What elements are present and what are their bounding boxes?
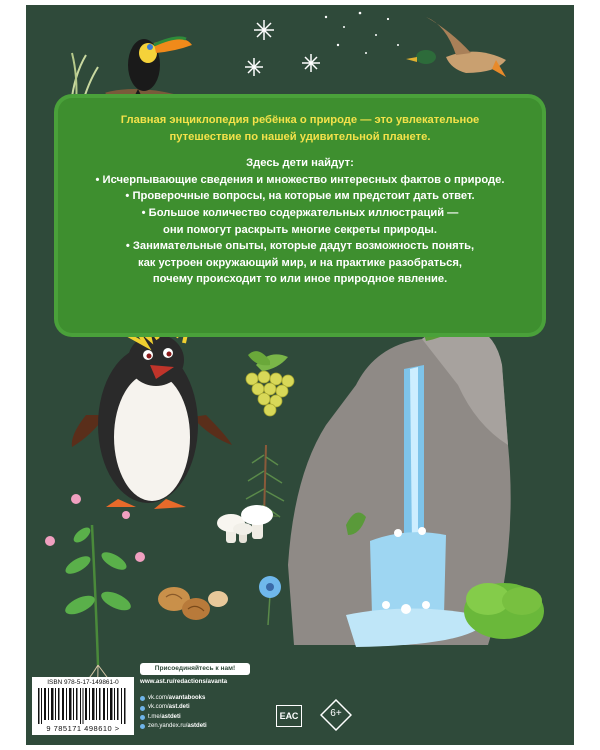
barcode-digits: 9 785171 498610 >	[46, 724, 120, 733]
cornflower-icon	[259, 576, 281, 625]
intro-line: путешествие по нашей удивительной планете.	[169, 130, 431, 143]
bullet-line: • Проверочные вопросы, на которые им предстоит дать ответ.	[125, 190, 475, 203]
social-link-row[interactable]	[140, 703, 207, 712]
bullet-item	[58, 238, 542, 288]
social-link-row[interactable]	[140, 694, 207, 703]
bullet-line: они помогут раскрыть многие секреты природы.	[163, 223, 437, 236]
description-text	[58, 112, 542, 288]
isbn-number: ISBN 978-5-17-149861-0	[47, 679, 119, 686]
flowering-plant-icon	[45, 494, 145, 701]
social-links	[140, 694, 207, 732]
duck-icon	[406, 17, 506, 77]
book-back-cover	[26, 5, 574, 745]
snowflake-icon	[245, 20, 320, 76]
telegram-icon	[140, 715, 145, 720]
bullet-line: как устроен окружающий мир, и на практике разобраться,	[137, 256, 463, 269]
vk-icon	[140, 706, 145, 711]
social-link-name: avantabooks	[168, 695, 206, 701]
bullet-item	[58, 172, 542, 189]
barcode-icon	[38, 688, 128, 724]
vk-icon	[140, 696, 145, 701]
age-rating-badge	[320, 699, 352, 731]
social-link-prefix: t.me/	[148, 713, 162, 720]
bullet-line: • Занимательные опыты, которые дадут возможность понять,	[125, 240, 475, 253]
bullet-line: • Большое количество содержательных иллюстраций —	[141, 206, 459, 219]
social-link-prefix: vk.com/	[148, 704, 169, 711]
bullet-line: почему происходит то или иное природное явление.	[152, 273, 448, 286]
grapes-icon	[246, 351, 294, 416]
eac-mark: ЕАС	[276, 705, 302, 727]
penguin-icon	[72, 321, 232, 509]
bush-icon	[464, 583, 544, 639]
bullet-item	[58, 188, 542, 205]
snow-sparkles	[325, 12, 399, 54]
social-link-name: astdeti	[161, 713, 181, 720]
social-link-row[interactable]	[140, 722, 207, 731]
social-link-name: astdeti	[187, 723, 207, 730]
social-link-row[interactable]	[140, 713, 207, 722]
toucan-icon	[106, 38, 192, 105]
list-title: Здесь дети найдут:	[246, 157, 354, 170]
social-link-prefix: vk.com/	[148, 695, 169, 701]
join-us-label: Присоединяйтесь к нам!	[140, 663, 250, 675]
zen-icon	[140, 724, 145, 729]
bullet-line: • Исчерпывающие сведения и множество интересных фактов о природе.	[95, 173, 505, 186]
social-link-name: ast.deti	[168, 704, 190, 711]
intro-paragraph	[58, 112, 542, 145]
walnuts-icon	[158, 587, 228, 620]
bullet-item	[58, 205, 542, 238]
isbn-barcode-box	[32, 677, 134, 735]
intro-line: Главная энциклопедия ребёнка о природе — это увлекательное	[120, 114, 480, 126]
age-rating: 6+	[330, 708, 342, 719]
publisher-site-link[interactable]: www.ast.ru/redactions/avanta	[140, 678, 228, 685]
social-link-prefix: zen.yandex.ru/	[148, 723, 188, 730]
description-panel	[58, 98, 542, 333]
mushrooms-icon	[217, 505, 273, 543]
